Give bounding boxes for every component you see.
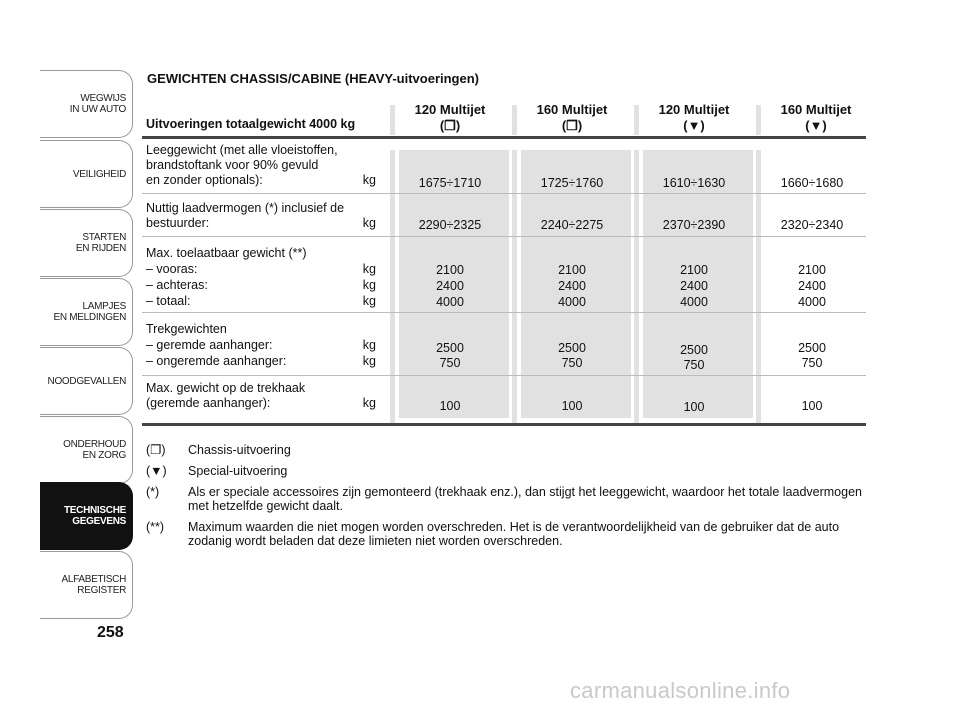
header-rule bbox=[142, 136, 866, 139]
row-label-trekgewichten: Trekgewichten – geremde aanhanger: – ongeremde aanhanger: bbox=[146, 322, 287, 368]
footnote-symbol: (**) bbox=[146, 520, 165, 534]
table-cell: 100 bbox=[439, 399, 461, 413]
table-cell: 100 bbox=[801, 399, 823, 413]
column-name: 160 Multijet bbox=[536, 102, 608, 117]
column-header bbox=[756, 102, 876, 134]
column-header bbox=[634, 102, 754, 134]
row-divider bbox=[142, 312, 866, 313]
footnote-symbol: (❒) bbox=[146, 443, 166, 457]
column-symbol: (❒) bbox=[439, 118, 461, 133]
table-cell: 2100 2400 4000 bbox=[436, 263, 464, 309]
table-cell: 2100 2400 4000 bbox=[680, 263, 708, 309]
column-divider bbox=[390, 150, 395, 424]
tab-veiligheid[interactable] bbox=[40, 140, 133, 208]
table-cell: 1675÷1710 bbox=[418, 176, 482, 190]
row-label-trekhaak: Max. gewicht op de trekhaak (geremde aanhanger): bbox=[146, 381, 306, 410]
footnote bbox=[146, 464, 866, 478]
tab-noodgevallen[interactable] bbox=[40, 347, 133, 415]
row-divider bbox=[142, 236, 866, 237]
tab-label: NOODGEVALLEN bbox=[47, 375, 126, 387]
row-unit: kg bbox=[362, 173, 376, 187]
row-unit: kg bbox=[362, 216, 376, 230]
footnote bbox=[146, 485, 866, 513]
table-cell: 2500 750 bbox=[798, 341, 826, 370]
tab-label: ALFABETISCH REGISTER bbox=[61, 574, 126, 596]
table-cell: 2100 2400 4000 bbox=[798, 263, 826, 309]
tab-technische-gegevens[interactable] bbox=[40, 482, 133, 550]
footnote-text: Als er speciale accessoires zijn gemonteerd (trekhaak enz.), dan stijgt het leeggewicht, waardoor het totale laadvermogen met hetzelfde gewicht daalt. bbox=[188, 485, 862, 513]
row-unit: kg bbox=[362, 396, 376, 410]
table-cell: 2500 750 bbox=[680, 343, 708, 372]
footer-rule bbox=[142, 423, 866, 426]
tab-label: STARTEN EN RIJDEN bbox=[75, 232, 126, 254]
column-divider bbox=[512, 150, 517, 424]
table-cell: 2500 750 bbox=[436, 341, 464, 370]
footnote-symbol: (▼) bbox=[146, 464, 167, 478]
footnote-text: Special-uitvoering bbox=[188, 464, 288, 478]
row-unit: kg kg kg bbox=[362, 262, 376, 308]
tab-wegwijs[interactable] bbox=[40, 70, 133, 138]
page-title: GEWICHTEN CHASSIS/CABINE (HEAVY-uitvoeringen) bbox=[147, 71, 480, 86]
table-cell: 2290÷2325 bbox=[418, 218, 482, 232]
tab-label: LAMPJES EN MELDINGEN bbox=[53, 301, 126, 323]
column-divider bbox=[756, 150, 761, 424]
table-cell: 1725÷1760 bbox=[540, 176, 604, 190]
tab-label: ONDERHOUD EN ZORG bbox=[63, 439, 126, 461]
column-symbol: (▼) bbox=[805, 118, 827, 133]
table-cell: 100 bbox=[561, 399, 583, 413]
table-cell: 2240÷2275 bbox=[540, 218, 604, 232]
tab-lampjes[interactable] bbox=[40, 278, 133, 346]
column-divider bbox=[634, 150, 639, 424]
column-symbol: (❒) bbox=[561, 118, 583, 133]
footnote-text: Chassis-uitvoering bbox=[188, 443, 291, 457]
footnote bbox=[146, 520, 866, 548]
tab-alfabetisch[interactable] bbox=[40, 551, 133, 619]
table-header-label: Uitvoeringen totaalgewicht 4000 kg bbox=[146, 117, 356, 131]
row-divider bbox=[142, 193, 866, 194]
table-cell: 2370÷2390 bbox=[662, 218, 726, 232]
row-unit: kg kg bbox=[362, 338, 376, 368]
page-number: 258 bbox=[97, 624, 124, 641]
footnote bbox=[146, 443, 866, 457]
table-cell: 100 bbox=[683, 400, 705, 414]
column-header bbox=[512, 102, 632, 134]
tab-label: WEGWIJS IN UW AUTO bbox=[69, 93, 126, 115]
column-symbol: (▼) bbox=[683, 118, 705, 133]
tab-starten[interactable] bbox=[40, 209, 133, 277]
row-label-laadvermogen: Nuttig laadvermogen (*) inclusief de bestuurder: bbox=[146, 201, 345, 230]
row-label-leeggewicht: Leeggewicht (met alle vloeistoffen, brandstoftank voor 90% gevuld en zonder optionals): bbox=[146, 143, 338, 187]
footnote-symbol: (*) bbox=[146, 485, 160, 499]
column-name: 120 Multijet bbox=[414, 102, 486, 117]
tab-onderhoud[interactable] bbox=[40, 416, 133, 484]
footnotes bbox=[146, 443, 866, 555]
footnote-text: Maximum waarden die niet mogen worden overschreden. Het is de verantwoordelijkheid van de gebruiker dat de auto zodanig wordt beladen dat deze limieten niet worden overschreden. bbox=[188, 520, 840, 548]
column-name: 120 Multijet bbox=[658, 102, 730, 117]
table-cell: 2100 2400 4000 bbox=[558, 263, 586, 309]
column-header bbox=[390, 102, 510, 134]
row-label-max-gewicht: Max. toelaatbaar gewicht (**) – vooras: – achteras: – totaal: bbox=[146, 246, 307, 308]
row-divider bbox=[142, 375, 866, 376]
tab-label: TECHNISCHE GEGEVENS bbox=[63, 505, 126, 527]
tab-label: VEILIGHEID bbox=[72, 168, 126, 180]
column-name: 160 Multijet bbox=[780, 102, 852, 117]
table-cell: 1610÷1630 bbox=[662, 176, 726, 190]
table-cell: 2500 750 bbox=[558, 341, 586, 370]
table-cell: 2320÷2340 bbox=[780, 218, 844, 232]
table-cell: 1660÷1680 bbox=[780, 176, 844, 190]
watermark: carmanualsonline.info bbox=[570, 678, 791, 703]
